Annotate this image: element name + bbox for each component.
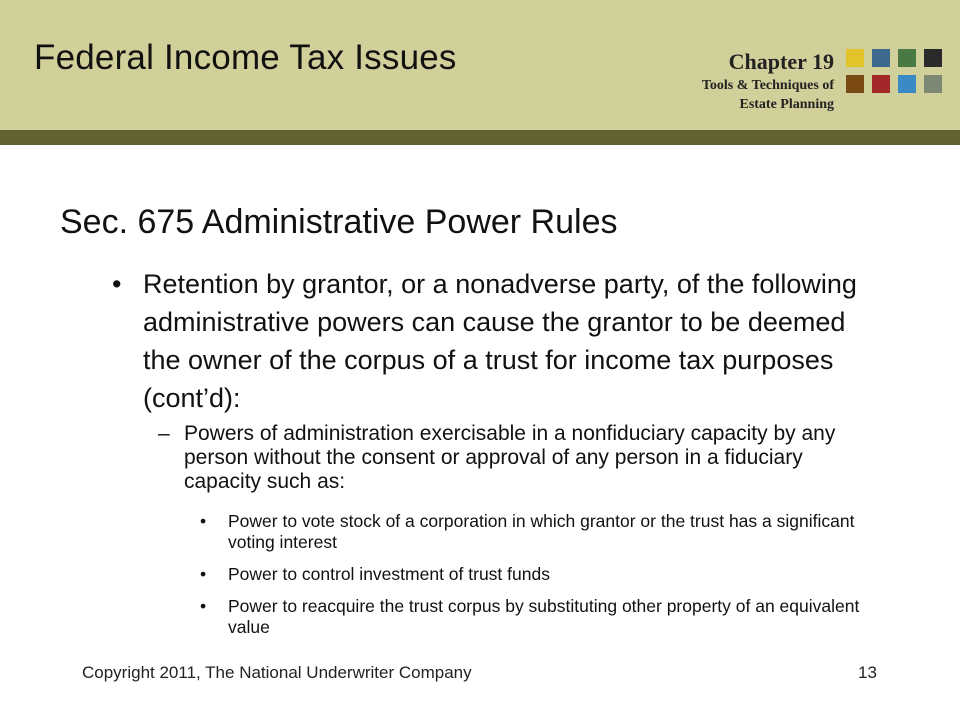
level2-bullet: – <box>158 422 170 445</box>
header-divider <box>0 130 960 145</box>
level3-text: Power to control investment of trust funds <box>228 564 550 584</box>
chapter-block <box>702 48 834 114</box>
decorative-color-squares <box>846 49 946 97</box>
level3-text: Power to vote stock of a corporation in which grantor or the trust has a significant voting interest <box>228 511 855 552</box>
color-square <box>924 49 942 67</box>
header-title: Federal Income Tax Issues <box>34 38 457 77</box>
level3-bullet: • <box>200 596 207 616</box>
level1-text: Retention by grantor, or a nonadverse party, of the following administrative powers can cause the grantor to be deemed the owner of the corpus of a trust for income tax purposes (cont’d): <box>143 269 857 413</box>
header-band <box>0 0 960 130</box>
page-number: 13 <box>858 663 877 682</box>
level3-bullet: • <box>200 564 207 584</box>
color-square <box>846 49 864 67</box>
color-square <box>872 49 890 67</box>
level1-bullet: • <box>112 269 122 299</box>
color-square <box>898 49 916 67</box>
chapter-label: Chapter 19 <box>728 49 834 74</box>
chapter-subtitle-line1: Tools & Techniques of <box>701 78 834 93</box>
level3-bullet: • <box>200 511 207 531</box>
color-square <box>872 75 890 93</box>
color-square <box>898 75 916 93</box>
color-square <box>924 75 942 93</box>
color-square <box>846 75 864 93</box>
chapter-subtitle-line2: Estate Planning <box>739 97 834 112</box>
level2-text: Powers of administration exercisable in a nonfiduciary capacity by any person without the consent or approval of any person in a fiduciary capacity such as: <box>184 422 836 493</box>
footer-copyright: Copyright 2011, The National Underwriter Company <box>82 663 472 682</box>
slide-title: Sec. 675 Administrative Power Rules <box>60 203 618 241</box>
level3-text: Power to reacquire the trust corpus by substituting other property of an equivalent value <box>228 596 860 637</box>
